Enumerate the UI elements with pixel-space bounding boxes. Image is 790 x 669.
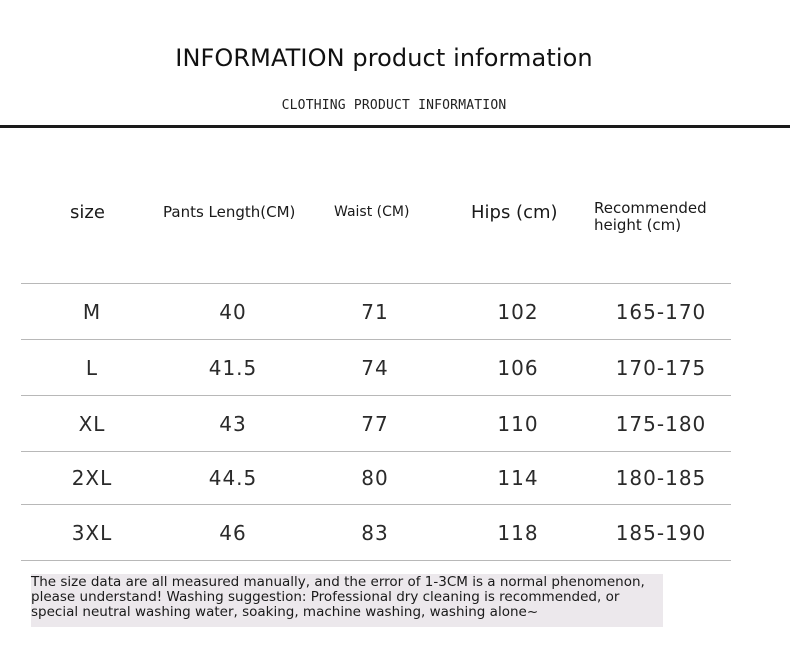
- table-cell-size: XL: [78, 411, 106, 436]
- column-header-pants-length: Pants Length(CM): [163, 203, 296, 221]
- table-cell-size: 2XL: [71, 466, 113, 490]
- table-row: [21, 504, 731, 561]
- table-cell-recommended-height: 175-180: [615, 411, 707, 436]
- header-divider: [0, 125, 790, 128]
- table-cell-waist: 71: [361, 299, 389, 324]
- table-cell-waist: 77: [361, 411, 389, 436]
- table-cell-size: M: [82, 299, 102, 324]
- table-cell-pants-length: 43: [219, 411, 247, 436]
- table-row: [21, 395, 731, 451]
- measurement-note: The size data are all measured manually, and the error of 1-3CM is a normal phenomenon, please understand! Washing suggestion: Professional dry cleaning is recommended, or special neutral washing water, soaking, machine washing, washing alone~: [31, 574, 663, 627]
- table-cell-hips: 114: [497, 466, 539, 490]
- table-cell-pants-length: 46: [219, 520, 247, 545]
- column-header-size: size: [70, 202, 105, 223]
- table-row: [21, 451, 731, 504]
- table-cell-pants-length: 40: [219, 299, 247, 324]
- column-header-hips: Hips (cm): [471, 202, 558, 223]
- size-table: [21, 283, 731, 561]
- table-cell-hips: 102: [497, 299, 539, 324]
- column-header-recommended-height: Recommended height (cm): [594, 199, 707, 234]
- table-cell-hips: 106: [497, 355, 539, 380]
- table-cell-waist: 74: [361, 355, 389, 380]
- table-cell-recommended-height: 170-175: [615, 355, 707, 380]
- table-cell-pants-length: 44.5: [208, 466, 258, 490]
- table-row: [21, 283, 731, 339]
- page-subtitle: CLOTHING PRODUCT INFORMATION: [281, 98, 507, 113]
- table-cell-hips: 110: [497, 411, 539, 436]
- table-row: [21, 339, 731, 395]
- table-cell-recommended-height: 185-190: [615, 520, 707, 545]
- table-cell-waist: 80: [361, 466, 389, 490]
- column-header-waist: Waist (CM): [334, 204, 410, 220]
- table-cell-pants-length: 41.5: [208, 355, 258, 380]
- table-cell-hips: 118: [497, 520, 539, 545]
- table-cell-recommended-height: 180-185: [615, 466, 707, 490]
- table-cell-size: L: [85, 355, 99, 380]
- page-title: INFORMATION product information: [175, 44, 593, 72]
- table-cell-size: 3XL: [71, 520, 113, 545]
- table-cell-recommended-height: 165-170: [615, 299, 707, 324]
- table-cell-waist: 83: [361, 520, 389, 545]
